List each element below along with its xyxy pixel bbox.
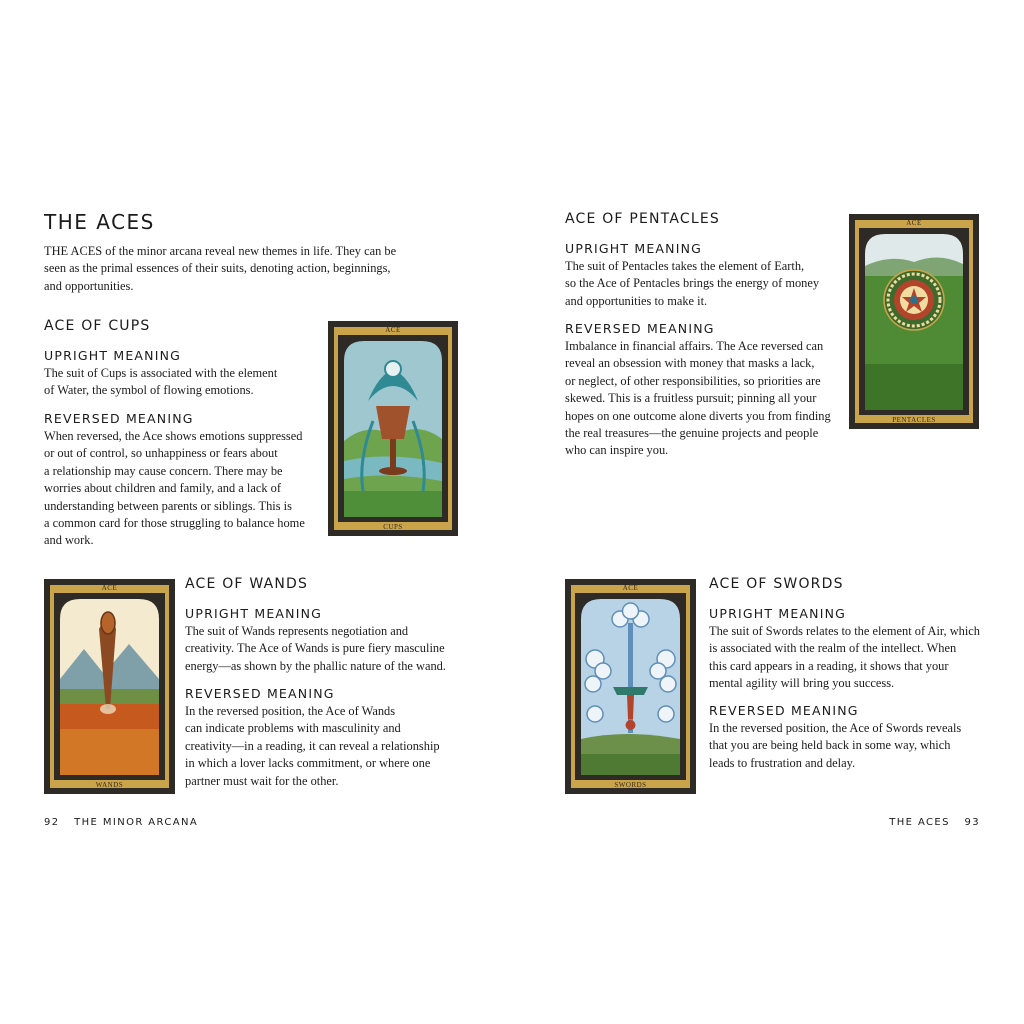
pentacles-upright-label: UPRIGHT MEANING xyxy=(565,241,703,256)
ace-of-cups-illustration xyxy=(328,321,458,536)
cups-card-top-label: ACE xyxy=(385,326,401,334)
text-line: creativity. The Ace of Wands is pure fiery masculine xyxy=(185,641,445,656)
cups-card-bottom-label: CUPS xyxy=(383,523,403,531)
swords-heading: ACE OF SWORDS xyxy=(709,576,844,592)
text-line: can indicate problems with masculinity and xyxy=(185,721,401,736)
text-line: mental agility will bring you success. xyxy=(709,676,895,691)
swords-card-top-label: ACE xyxy=(622,584,639,592)
wands-heading: ACE OF WANDS xyxy=(185,576,309,592)
wands-reversed-label: REVERSED MEANING xyxy=(185,686,335,701)
pentacles-card-bottom-label: PENTACLES xyxy=(892,416,936,424)
text-line: of Water, the symbol of flowing emotions. xyxy=(44,383,254,398)
wands-card-bottom-label: WANDS xyxy=(95,781,124,789)
ace-of-wands-card xyxy=(44,579,175,794)
text-line: this card appears in a reading, it shows that your xyxy=(709,658,949,673)
swords-card-bottom-label: SWORDS xyxy=(614,781,647,789)
pentacles-upright-text xyxy=(565,258,819,310)
cups-reversed-text xyxy=(44,428,305,550)
right-running-title: THE ACES xyxy=(889,817,950,828)
ace-of-swords-illustration xyxy=(565,579,696,794)
text-line: and opportunities to make it. xyxy=(565,293,708,308)
pentacles-heading: ACE OF PENTACLES xyxy=(565,211,720,227)
cups-reversed-label: REVERSED MEANING xyxy=(44,411,194,426)
pentacles-card-top-label: ACE xyxy=(906,219,922,227)
ace-of-pentacles-card xyxy=(849,214,979,429)
left-running-title: THE MINOR ARCANA xyxy=(74,817,199,828)
text-line: a relationship may cause concern. There may be xyxy=(44,463,283,478)
right-footer xyxy=(889,817,980,828)
intro-line: and opportunities. xyxy=(44,278,134,293)
cups-upright-label: UPRIGHT MEANING xyxy=(44,348,182,363)
text-line: The suit of Cups is associated with the element xyxy=(44,366,278,380)
wands-reversed-text xyxy=(185,703,440,790)
ace-of-swords-card xyxy=(565,579,696,794)
text-line: partner must wait for the other. xyxy=(185,773,339,788)
text-line: or out of control, so unhappiness or fears about xyxy=(44,446,278,461)
text-line: a common card for those struggling to balance home xyxy=(44,516,305,531)
text-line: leads to frustration and delay. xyxy=(709,755,856,770)
text-line: is associated with the realm of the intellect. When xyxy=(709,641,957,656)
text-line: hopes on one outcome alone diverts you from finding xyxy=(565,408,831,423)
cups-upright-text xyxy=(44,365,277,400)
ace-of-pentacles-illustration xyxy=(849,214,979,429)
left-page-number: 92 xyxy=(44,817,60,828)
wands-upright-text xyxy=(185,623,446,675)
intro-line: seen as the primal essences of their suits, denoting action, beginnings, xyxy=(44,261,391,276)
pentacles-reversed-label: REVERSED MEANING xyxy=(565,321,715,336)
swords-reversed-text xyxy=(709,720,961,772)
left-footer xyxy=(44,817,198,828)
text-line: skewed. This is a fruitless pursuit; pinning all your xyxy=(565,391,817,406)
text-line: worries about children and family, and a lack of xyxy=(44,481,281,496)
text-line: in which a lover lacks commitment, or where one xyxy=(185,756,431,771)
text-line: In the reversed position, the Ace of Swords reveals xyxy=(709,721,962,735)
text-line: The suit of Pentacles takes the element of Earth, xyxy=(565,259,805,273)
section-title: THE ACES xyxy=(44,210,155,234)
text-line: Imbalance in financial affairs. The Ace reversed can xyxy=(565,339,824,353)
text-line: and work. xyxy=(44,533,94,548)
swords-reversed-label: REVERSED MEANING xyxy=(709,703,859,718)
text-line: that you are being held back in some way, which xyxy=(709,738,951,753)
text-line: The suit of Swords relates to the element of Air, which xyxy=(709,624,981,638)
cups-heading: ACE OF CUPS xyxy=(44,318,151,334)
intro-paragraph xyxy=(44,243,396,295)
text-line: In the reversed position, the Ace of Wands xyxy=(185,704,396,718)
text-line: energy—as shown by the phallic nature of the wand. xyxy=(185,658,446,673)
swords-upright-text xyxy=(709,623,980,693)
text-line: or neglect, of other responsibilities, so priorities are xyxy=(565,373,821,388)
intro-line: THE ACES of the minor arcana reveal new themes in life. They can be xyxy=(44,244,397,258)
wands-card-top-label: ACE xyxy=(101,584,118,592)
text-line: When reversed, the Ace shows emotions suppressed xyxy=(44,429,303,443)
ace-of-wands-illustration xyxy=(44,579,175,794)
text-line: the real treasures—the genuine projects and people xyxy=(565,426,819,441)
right-page-number: 93 xyxy=(964,817,980,828)
swords-upright-label: UPRIGHT MEANING xyxy=(709,606,847,621)
text-line: so the Ace of Pentacles brings the energy of money xyxy=(565,276,820,291)
wands-upright-label: UPRIGHT MEANING xyxy=(185,606,323,621)
text-line: reveal an obsession with money that masks a lack, xyxy=(565,356,815,371)
text-line: understanding between parents or siblings. This is xyxy=(44,498,292,513)
text-line: creativity—in a reading, it can reveal a relationship xyxy=(185,738,440,753)
ace-of-cups-card xyxy=(328,321,458,536)
pentacles-reversed-text xyxy=(565,338,831,460)
text-line: who can inspire you. xyxy=(565,443,669,458)
text-line: The suit of Wands represents negotiation and xyxy=(185,624,409,638)
